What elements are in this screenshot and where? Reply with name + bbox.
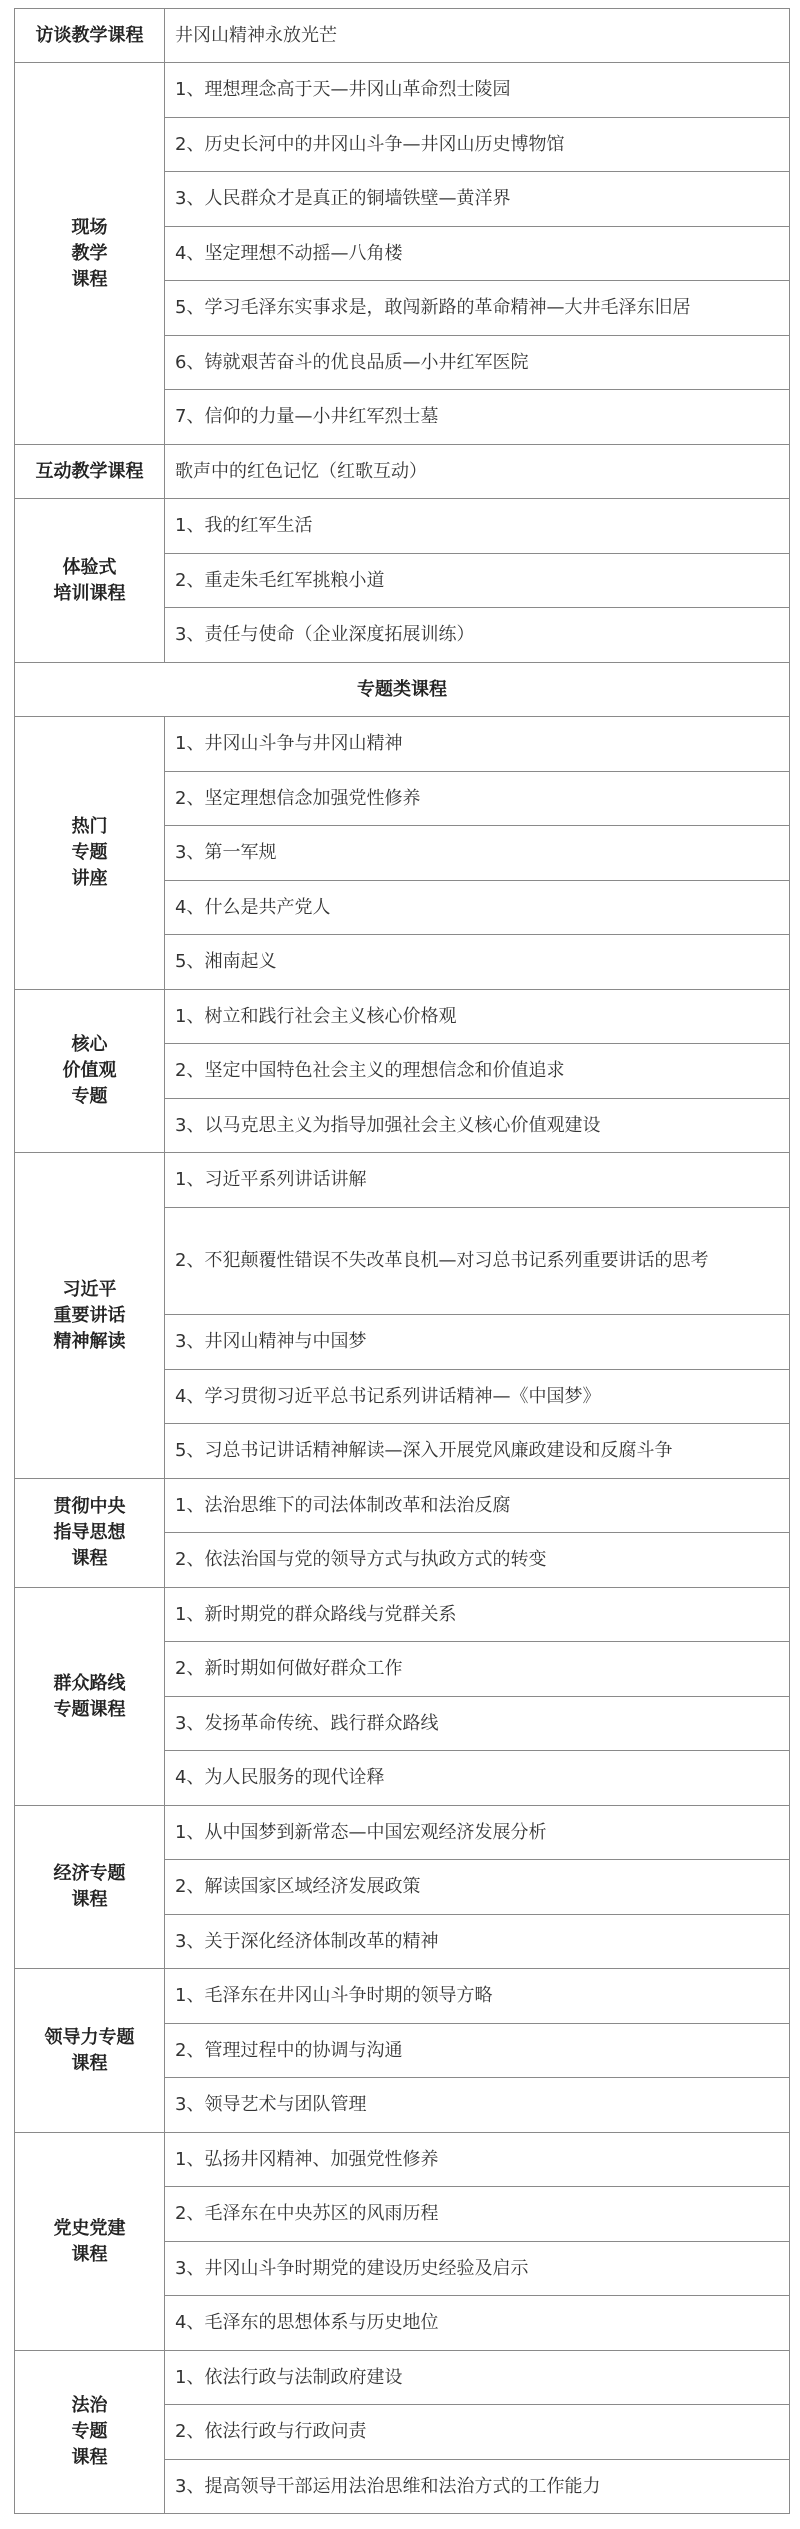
course-item: 5、学习毛泽东实事求是，敢闯新路的革命精神—大井毛泽东旧居 bbox=[165, 281, 790, 336]
course-row bbox=[15, 2133, 790, 2187]
course-item: 1、树立和践行社会主义核心价格观 bbox=[165, 990, 790, 1044]
category-label: 核心 价值观 专题 bbox=[62, 1034, 117, 1107]
category-label: 访谈教学课程 bbox=[35, 24, 144, 46]
course-row bbox=[15, 1479, 790, 1533]
course-item: 1、井冈山斗争与井冈山精神 bbox=[165, 717, 790, 772]
course-row bbox=[15, 1588, 790, 1642]
section-header: 专题类课程 bbox=[15, 663, 790, 717]
category-label: 习近平 重要讲话 精神解读 bbox=[53, 1278, 126, 1352]
course-item: 2、不犯颠覆性错误不失改革良机—对习总书记系列重要讲话的思考 bbox=[165, 1208, 790, 1315]
category-cell bbox=[15, 2351, 165, 2514]
course-item: 3、井冈山斗争时期党的建设历史经验及启示 bbox=[165, 2242, 790, 2296]
category-label: 经济专题 课程 bbox=[53, 1863, 126, 1910]
course-item: 3、第一军规 bbox=[165, 826, 790, 881]
course-item: 1、依法行政与法制政府建设 bbox=[165, 2351, 790, 2405]
course-row bbox=[15, 1806, 790, 1860]
course-item: 4、为人民服务的现代诠释 bbox=[165, 1751, 790, 1806]
category-cell bbox=[15, 990, 165, 1153]
course-item: 1、毛泽东在井冈山斗争时期的领导方略 bbox=[165, 1969, 790, 2024]
course-item: 4、学习贯彻习近平总书记系列讲话精神—《中国梦》 bbox=[165, 1370, 790, 1424]
category-cell bbox=[15, 2133, 165, 2351]
category-label: 现场 教学 课程 bbox=[71, 216, 108, 290]
course-row bbox=[15, 9, 790, 63]
category-cell bbox=[15, 1479, 165, 1588]
course-item: 2、解读国家区域经济发展政策 bbox=[165, 1860, 790, 1915]
course-table bbox=[14, 8, 790, 2514]
course-row bbox=[15, 717, 790, 772]
course-item: 3、提高领导干部运用法治思维和法治方式的工作能力 bbox=[165, 2460, 790, 2514]
course-table-body bbox=[15, 9, 790, 2514]
category-cell bbox=[15, 1588, 165, 1806]
course-item: 2、依法治国与党的领导方式与执政方式的转变 bbox=[165, 1533, 790, 1588]
course-row bbox=[15, 990, 790, 1044]
course-item: 2、坚定理想信念加强党性修养 bbox=[165, 772, 790, 826]
course-item: 6、铸就艰苦奋斗的优良品质—小井红军医院 bbox=[165, 336, 790, 390]
category-label: 体验式 培训课程 bbox=[53, 556, 126, 604]
category-cell bbox=[15, 1969, 165, 2133]
course-item: 3、责任与使命（企业深度拓展训练） bbox=[165, 608, 790, 663]
course-item: 1、习近平系列讲话讲解 bbox=[165, 1153, 790, 1208]
course-item: 3、领导艺术与团队管理 bbox=[165, 2078, 790, 2133]
course-item: 1、弘扬井冈精神、加强党性修养 bbox=[165, 2133, 790, 2187]
course-item: 1、我的红军生活 bbox=[165, 499, 790, 554]
course-item: 1、新时期党的群众路线与党群关系 bbox=[165, 1588, 790, 1642]
course-item: 1、从中国梦到新常态—中国宏观经济发展分析 bbox=[165, 1806, 790, 1860]
course-item: 2、历史长河中的井冈山斗争—井冈山历史博物馆 bbox=[165, 118, 790, 172]
course-item: 5、湘南起义 bbox=[165, 935, 790, 990]
course-row bbox=[15, 499, 790, 554]
category-label: 互动教学课程 bbox=[35, 460, 144, 482]
section-header-row bbox=[15, 663, 790, 717]
course-item: 3、井冈山精神与中国梦 bbox=[165, 1315, 790, 1370]
category-label: 群众路线 专题课程 bbox=[53, 1672, 126, 1720]
course-row bbox=[15, 63, 790, 118]
course-item: 井冈山精神永放光芒 bbox=[165, 9, 790, 63]
category-cell bbox=[15, 717, 165, 990]
course-item: 4、什么是共产党人 bbox=[165, 881, 790, 935]
category-label: 法治 专题 课程 bbox=[71, 2395, 108, 2468]
course-item: 1、理想理念高于天—井冈山革命烈士陵园 bbox=[165, 63, 790, 118]
course-item: 4、坚定理想不动摇—八角楼 bbox=[165, 227, 790, 281]
category-cell bbox=[15, 499, 165, 663]
course-item: 歌声中的红色记忆（红歌互动） bbox=[165, 445, 790, 499]
category-cell bbox=[15, 63, 165, 445]
course-item: 3、关于深化经济体制改革的精神 bbox=[165, 1915, 790, 1969]
category-label: 党史党建 课程 bbox=[53, 2217, 126, 2265]
course-row bbox=[15, 1969, 790, 2024]
course-row bbox=[15, 445, 790, 499]
course-row bbox=[15, 2351, 790, 2405]
course-item: 3、人民群众才是真正的铜墙铁壁—黄洋界 bbox=[165, 172, 790, 227]
category-label: 贯彻中央 指导思想 课程 bbox=[53, 1496, 126, 1569]
category-cell bbox=[15, 1806, 165, 1969]
course-item: 4、毛泽东的思想体系与历史地位 bbox=[165, 2296, 790, 2351]
course-item: 7、信仰的力量—小井红军烈士墓 bbox=[165, 390, 790, 445]
course-item: 1、法治思维下的司法体制改革和法治反腐 bbox=[165, 1479, 790, 1533]
category-label: 热门 专题 讲座 bbox=[71, 816, 108, 889]
course-item: 3、发扬革命传统、践行群众路线 bbox=[165, 1697, 790, 1751]
course-item: 2、重走朱毛红军挑粮小道 bbox=[165, 554, 790, 608]
category-cell bbox=[15, 9, 165, 63]
course-item: 2、管理过程中的协调与沟通 bbox=[165, 2024, 790, 2078]
course-item: 3、以马克思主义为指导加强社会主义核心价值观建设 bbox=[165, 1099, 790, 1153]
course-item: 2、坚定中国特色社会主义的理想信念和价值追求 bbox=[165, 1044, 790, 1099]
course-item: 5、习总书记讲话精神解读—深入开展党风廉政建设和反腐斗争 bbox=[165, 1424, 790, 1479]
course-row bbox=[15, 1153, 790, 1208]
category-cell bbox=[15, 445, 165, 499]
course-item: 2、新时期如何做好群众工作 bbox=[165, 1642, 790, 1697]
course-item: 2、依法行政与行政问责 bbox=[165, 2405, 790, 2460]
course-item: 2、毛泽东在中央苏区的风雨历程 bbox=[165, 2187, 790, 2242]
category-cell bbox=[15, 1153, 165, 1479]
category-label: 领导力专题 课程 bbox=[44, 2026, 135, 2074]
